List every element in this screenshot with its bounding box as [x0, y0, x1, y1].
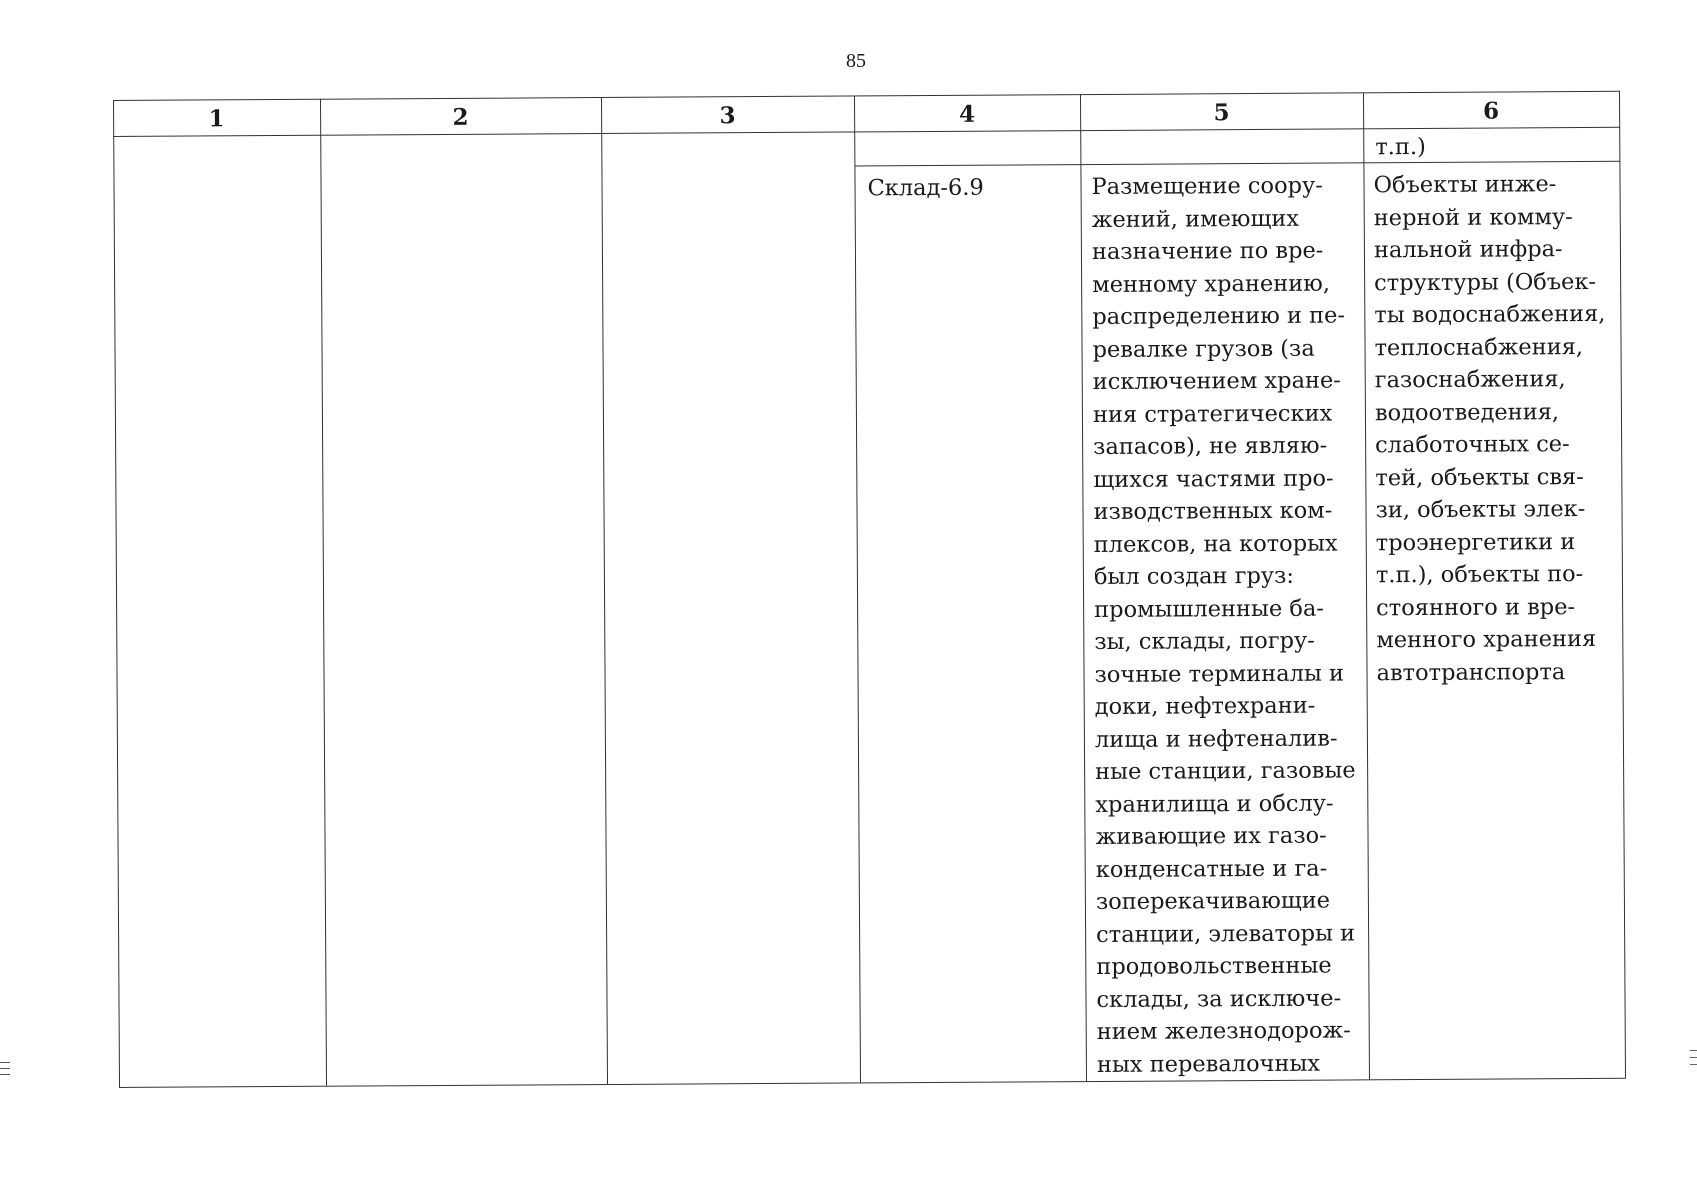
column-header-6: 6 — [1482, 97, 1500, 125]
auxiliary-objects-text-line: теплоснабжения, — [1374, 333, 1584, 361]
permitted-use-text-line: конденсатные и га- — [1095, 855, 1328, 883]
column-divider-3 — [854, 95, 861, 1082]
column-header-2: 2 — [452, 103, 469, 131]
permitted-use-text-line: зоперекачивающие — [1095, 887, 1331, 916]
scan-edge-marks — [1690, 1050, 1697, 1071]
column-divider-4 — [1080, 94, 1087, 1081]
auxiliary-objects-text-line: троэнергетики и — [1375, 528, 1576, 556]
auxiliary-objects-text-line: ты водоснабжения, — [1374, 300, 1606, 329]
auxiliary-objects-text-line: т.п.), объекты по- — [1375, 561, 1584, 589]
column-divider-1 — [320, 99, 327, 1086]
zoning-table — [113, 91, 1626, 1087]
cell-auxiliary-objects — [1373, 168, 1607, 689]
permitted-use-text-line: промышленные ба- — [1094, 595, 1325, 623]
auxiliary-objects-text-line: зи, объекты элек- — [1375, 496, 1586, 524]
column-header-3: 3 — [719, 102, 736, 130]
column-header-4: 4 — [959, 100, 976, 128]
permitted-use-text-line: исключением хране- — [1092, 367, 1341, 396]
table-border-bottom — [119, 1078, 1626, 1088]
page-number: 85 — [846, 50, 866, 72]
permitted-use-text-line: ных перевалочных — [1096, 1050, 1321, 1078]
column-divider-5 — [1363, 92, 1370, 1079]
permitted-use-text-line: склады, за исключе- — [1096, 985, 1342, 1013]
table-border-left — [113, 100, 120, 1087]
cell-permitted-use-description — [1091, 169, 1357, 1081]
auxiliary-objects-text-line: менного хранения — [1376, 625, 1597, 654]
permitted-use-text-line: ные станции, газовые — [1095, 757, 1356, 786]
auxiliary-objects-text-line: нальной инфра- — [1373, 236, 1563, 264]
permitted-use-text-line: назначение по вре- — [1091, 237, 1324, 266]
permitted-use-text-line: зы, склады, погру- — [1094, 627, 1315, 656]
table-border-right — [1619, 91, 1626, 1078]
auxiliary-objects-text-line: структуры (Объек- — [1374, 268, 1597, 296]
permitted-use-text-line: щихся частями про- — [1093, 465, 1334, 493]
auxiliary-objects-text-line: слаботочных се- — [1375, 431, 1570, 459]
permitted-use-text-line: станции, элеваторы и — [1096, 919, 1356, 948]
continuation-row-divider — [854, 161, 1620, 167]
scan-margin-marks — [0, 1062, 10, 1080]
cell-zone-code: Склад-6.9 — [867, 174, 984, 202]
permitted-use-text-line: менному хранению, — [1092, 270, 1331, 298]
auxiliary-objects-text-line: водоотведения, — [1374, 398, 1560, 426]
permitted-use-text-line: жений, имеющих — [1091, 205, 1300, 233]
permitted-use-text-line: ревалке грузов (за — [1092, 335, 1315, 363]
auxiliary-objects-text-line: Объекты инже- — [1373, 171, 1557, 199]
continuation-cell-col6: т.п.) — [1375, 133, 1426, 161]
permitted-use-text-line: был создан груз: — [1093, 562, 1295, 591]
permitted-use-text-line: хранилища и обслу- — [1095, 790, 1334, 818]
permitted-use-text-line: ния стратегических — [1092, 400, 1333, 428]
auxiliary-objects-text-line: нерной и комму- — [1373, 203, 1573, 231]
permitted-use-text-line: распределению и пе- — [1092, 302, 1346, 331]
auxiliary-objects-text-line: газоснабжения, — [1374, 366, 1566, 394]
auxiliary-objects-text-line: тей, объекты свя- — [1375, 463, 1584, 491]
column-header-5: 5 — [1213, 99, 1230, 127]
permitted-use-text-line: Размещение соору- — [1091, 172, 1323, 201]
permitted-use-text-line: доки, нефтехрани- — [1094, 692, 1316, 721]
column-divider-2 — [601, 97, 608, 1084]
permitted-use-text-line: лища и нефтеналив- — [1094, 725, 1338, 753]
permitted-use-text-line: изводственных ком- — [1093, 497, 1333, 526]
auxiliary-objects-text-line: автотранспорта — [1376, 658, 1566, 686]
permitted-use-text-line: плексов, на которых — [1093, 530, 1338, 558]
column-header-1: 1 — [208, 105, 225, 133]
auxiliary-objects-text-line: стоянного и вре- — [1376, 593, 1576, 621]
permitted-use-text-line: живающие их газо- — [1095, 822, 1327, 851]
permitted-use-text-line: запасов), не являю- — [1093, 432, 1328, 461]
permitted-use-text-line: продовольственные — [1096, 952, 1332, 981]
permitted-use-text-line: зочные терминалы и — [1094, 659, 1345, 688]
permitted-use-text-line: нием железнодорож- — [1096, 1017, 1351, 1046]
